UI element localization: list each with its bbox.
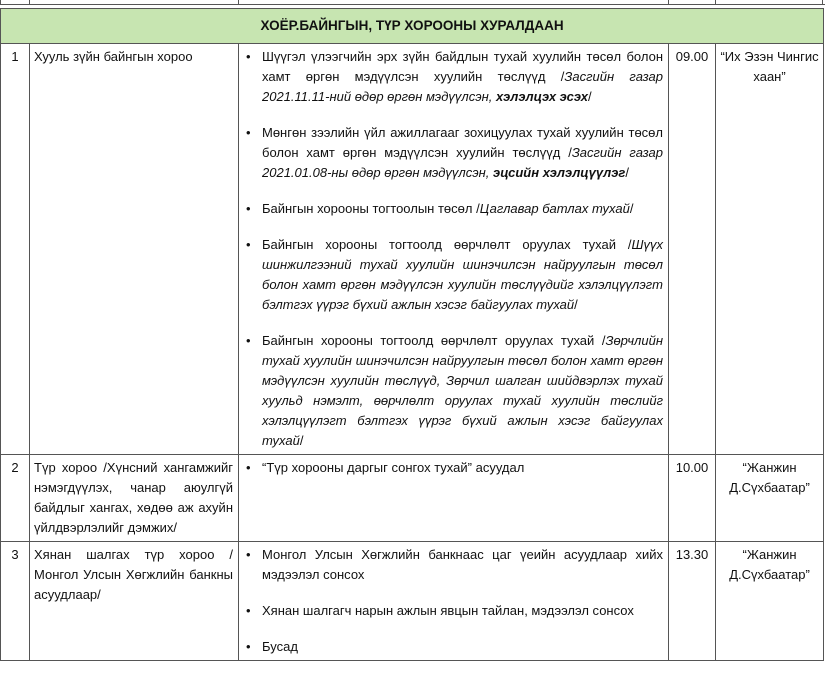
section-title: ХОЁР.БАЙНГЫН, ТҮР ХОРООНЫ ХУРАЛДААН [1, 9, 824, 44]
agenda-items [239, 455, 669, 542]
agenda-item-italic: Шүүх шинжилгээний тухай хуулийн шинэчилсэн найруулгын төсөл болон хамт өргөн мэдүүлсэн хуулийн төслүүдийг хэлэлцүүлэгт бэлтгэх үүрэг бүхий ажлын хэсэг байгуулах тухай [262, 237, 663, 312]
meeting-time: 09.00 [669, 44, 716, 455]
agenda-item-text: Байнгын хорооны тогтоолд өөрчлөлт оруулах тухай / [262, 333, 606, 348]
row-number: 3 [1, 542, 30, 661]
committee-name: Түр хороо /Хүнсний хангамжийг нэмэгдүүлэх, чанар аюулгүй байдлыг хангах, хөдөө аж ахуйн үйлдвэрлэлийг дэмжих/ [30, 455, 239, 542]
agenda-list [243, 458, 663, 478]
agenda-item-end: / [588, 89, 592, 104]
agenda-row [1, 44, 824, 455]
agenda-item-italic: Цаглавар батлах тухай [479, 201, 630, 216]
agenda-item [243, 458, 663, 478]
agenda-list [243, 47, 663, 451]
bullet-icon: • [246, 333, 251, 348]
agenda-item-italic: Зөрчлийн тухай хуулийн шинэчилсэн найруулгын төсөл болон хамт өргөн мэдүүлсэн хуулийн төслүүд, Зөрчил шалган шийдвэрлэх тухай хуульд нэмэлт, өөрчлөлт оруулах тухай хуулийн төслийг хэлэлцүүлэгт бэлтгэх үүрэг бүхий ажлын хэсэг байгуулах тухай [262, 333, 663, 448]
agenda-items [239, 542, 669, 661]
agenda-item-text: Монгол Улсын Хөгжлийн банкнаас цаг үеийн асуудлаар хийх мэдээлэл сонсох [262, 547, 663, 582]
agenda-item-end: / [299, 433, 304, 448]
agenda-row [1, 542, 824, 661]
agenda-item [243, 123, 663, 183]
agenda-item-text: Байнгын хорооны тогтоолд өөрчлөлт оруулах тухай / [262, 237, 632, 252]
agenda-item-bold-italic: хэлэлцэх эсэх [496, 89, 588, 104]
agenda-item [243, 545, 663, 585]
bullet-icon: • [246, 639, 251, 654]
agenda-item [243, 637, 663, 657]
agenda-item-end: / [629, 201, 634, 216]
agenda-row [1, 455, 824, 542]
agenda-item-text: Шүүгэл үлээгчийн эрх зүйн байдлын тухай хуулийн төсөл болон хамт өргөн мэдүүлсэн хуулийн төслүүд / [262, 49, 663, 84]
agenda-item [243, 331, 663, 451]
committee-name: Хууль зүйн байнгын хороо [30, 44, 239, 455]
bullet-icon: • [246, 49, 251, 64]
agenda-list [243, 545, 663, 657]
bullet-icon: • [246, 460, 251, 475]
agenda-item-text: Бусад [262, 639, 298, 654]
bullet-icon: • [246, 547, 251, 562]
bullet-icon: • [246, 125, 251, 140]
agenda-item-text: “Түр хорооны даргыг сонгох тухай” асуудал [262, 460, 525, 475]
agenda-item [243, 601, 663, 621]
row-number: 2 [1, 455, 30, 542]
meeting-location: “Жанжин Д.Сүхбаатар” [716, 542, 824, 661]
bullet-icon: • [246, 603, 251, 618]
row-number: 1 [1, 44, 30, 455]
committee-name: Хянан шалгах түр хороо / Монгол Улсын Хөгжлийн банкны асуудлаар/ [30, 542, 239, 661]
agenda-item-text: Байнгын хорооны тогтоолын төсөл / [262, 201, 480, 216]
meeting-time: 13.30 [669, 542, 716, 661]
agenda-item-end: / [625, 165, 629, 180]
meeting-location: “Их Эзэн Чингис хаан” [716, 44, 824, 455]
agenda-item-end: / [574, 297, 578, 312]
agenda-item [243, 235, 663, 315]
agenda-item [243, 47, 663, 107]
meeting-location: “Жанжин Д.Сүхбаатар” [716, 455, 824, 542]
bullet-icon: • [246, 237, 251, 252]
agenda-item [243, 199, 663, 219]
bullet-icon: • [246, 201, 251, 216]
agenda-item-text: Хянан шалгагч нарын ажлын явцын тайлан, мэдээлэл сонсох [262, 603, 634, 618]
agenda-item-italic: Засгийн газар 2021.01.08-ны өдөр өргөн мэдүүлсэн, [262, 145, 663, 180]
meeting-time: 10.00 [669, 455, 716, 542]
agenda-item-bold-italic: эцсийн хэлэлцүүлэг [493, 165, 626, 180]
agenda-item-italic: Засгийн газар 2021.11.11-ний өдөр өргөн мэдүүлсэн, [262, 69, 663, 104]
agenda-item-text: Мөнгөн зээлийн үйл ажиллагааг зохицуулах тухай хуулийн төсөл болон хамт өргөн мэдүүлсэн хуулийн төслүүд / [262, 125, 663, 160]
previous-table-edge [0, 0, 825, 5]
agenda-table [0, 8, 824, 661]
agenda-items [239, 44, 669, 455]
section-header-row [1, 9, 824, 44]
